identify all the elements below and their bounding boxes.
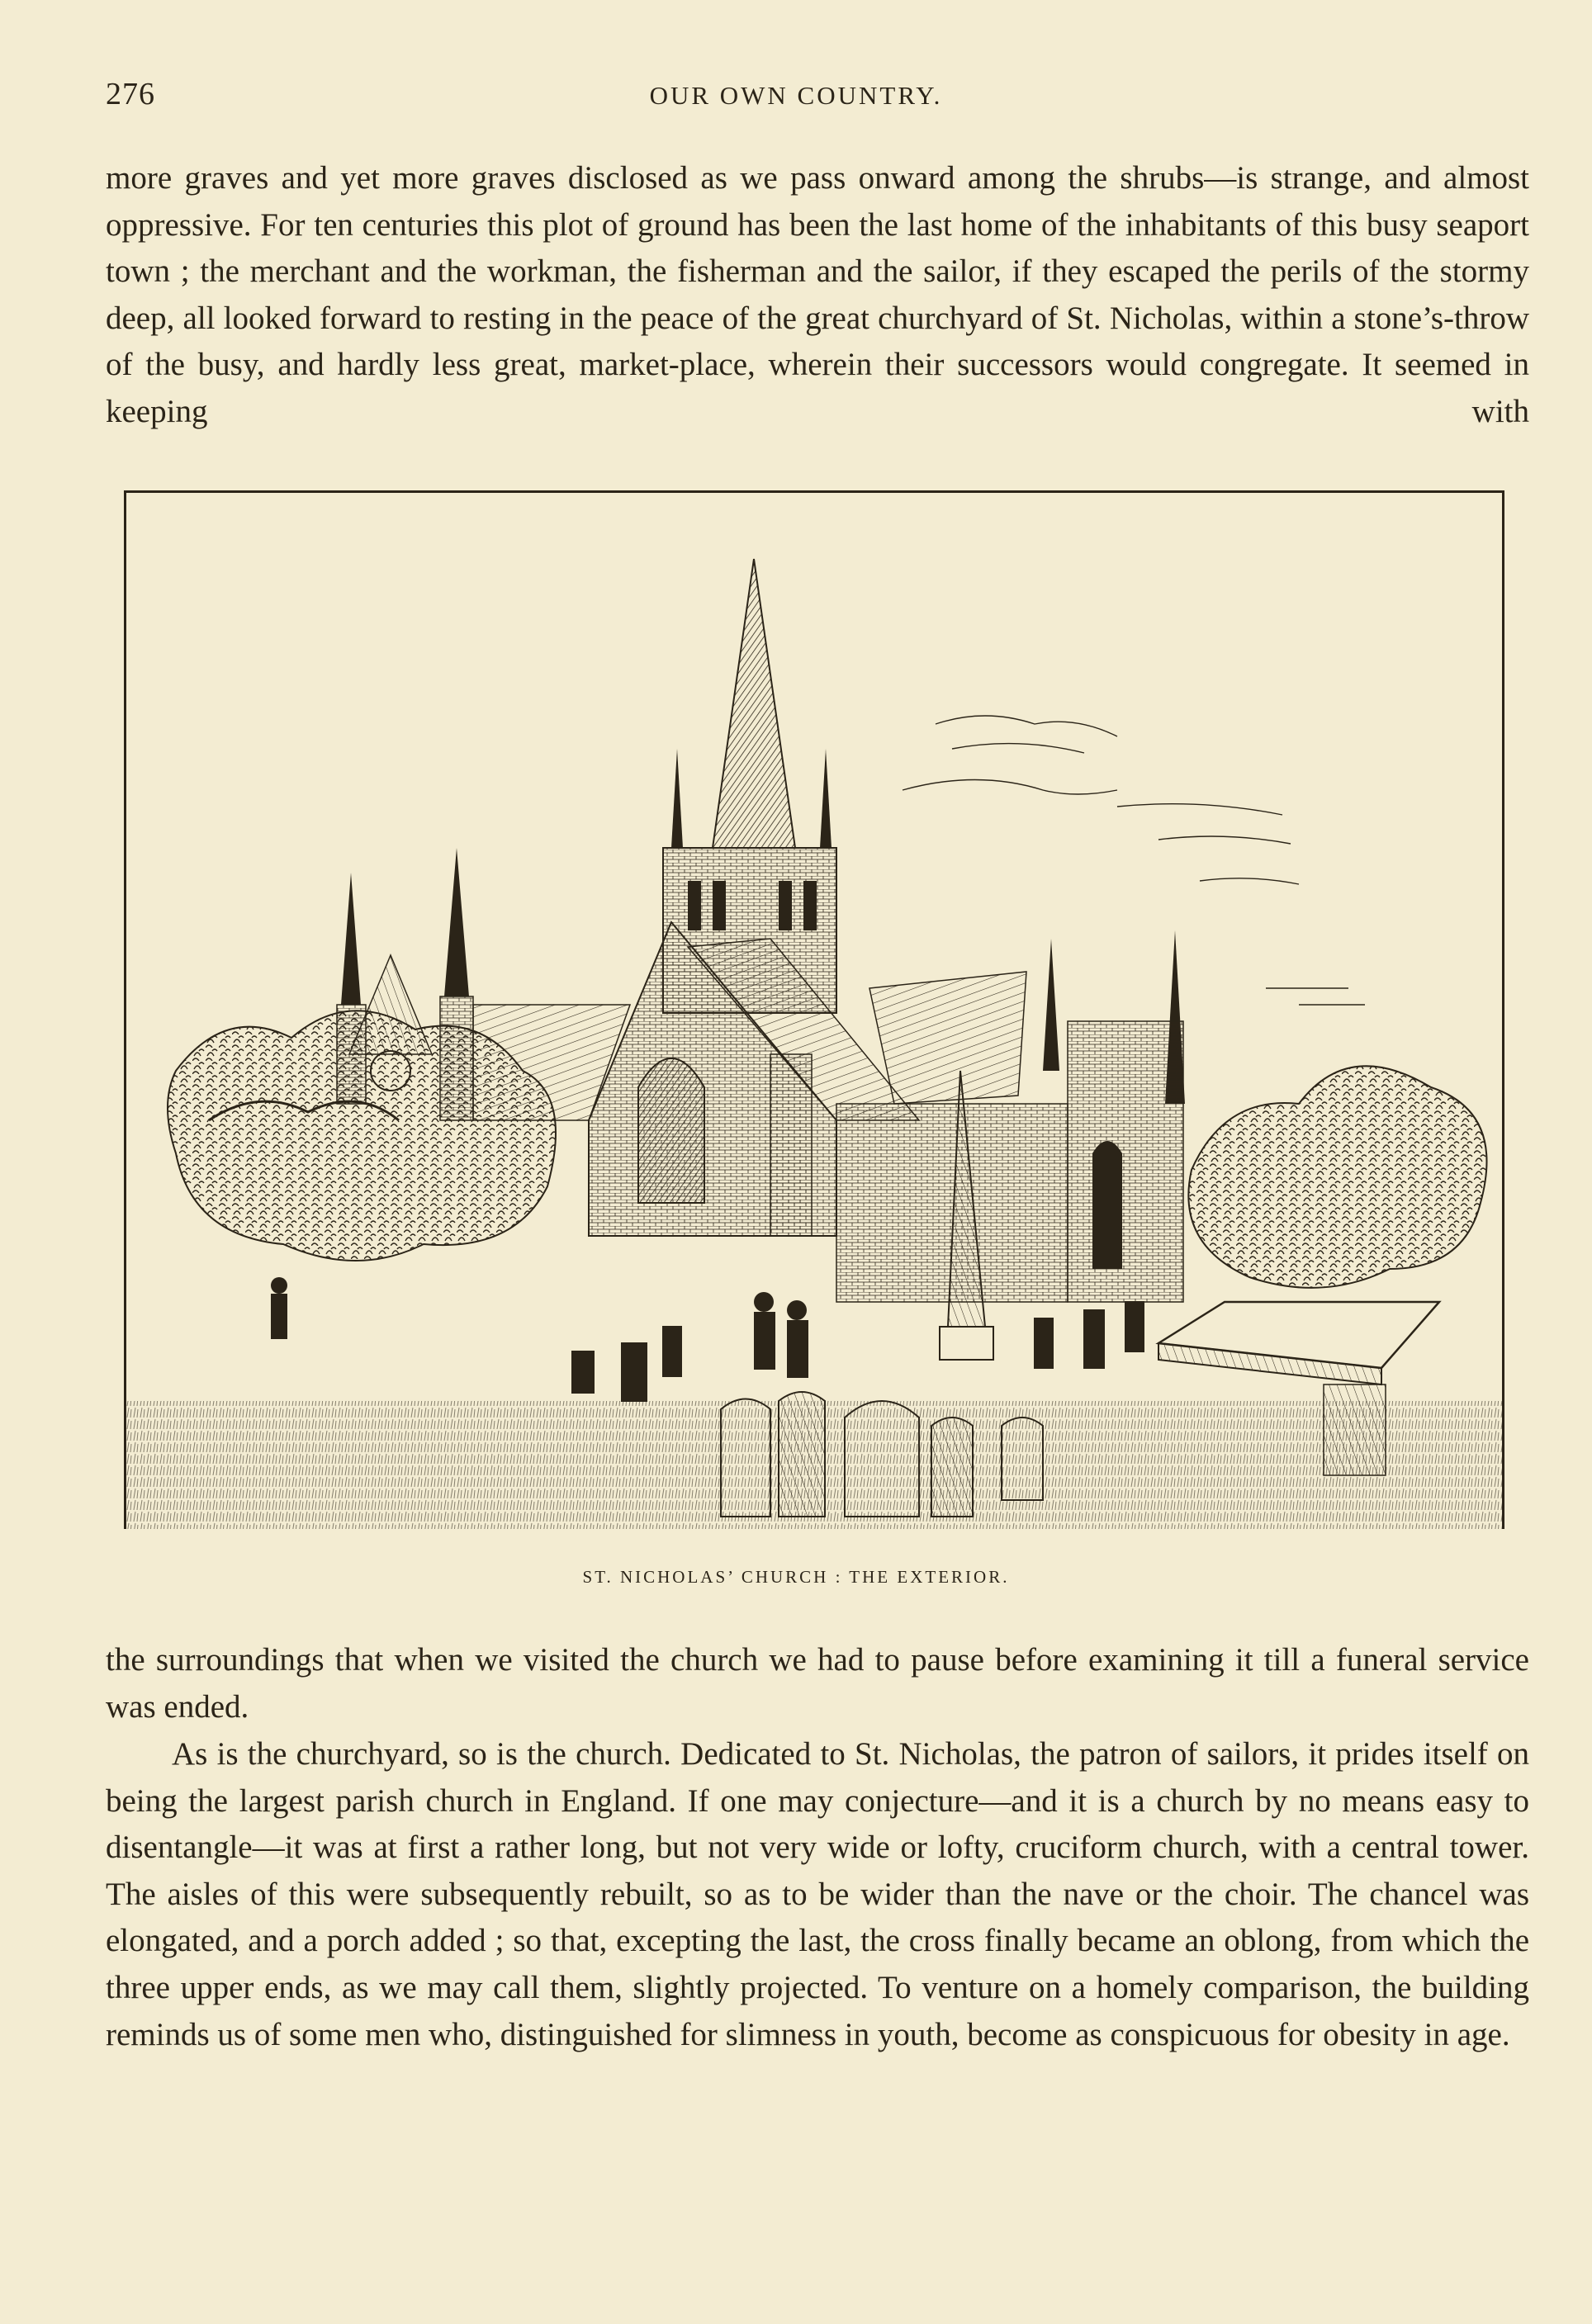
figures: [271, 1277, 808, 1378]
sky-clouds: [903, 716, 1365, 1005]
ground-grass: [126, 1401, 1502, 1529]
trees-left: [168, 1011, 556, 1261]
running-title: OUR OWN COUNTRY.: [649, 81, 943, 110]
trees-right: [1188, 1066, 1486, 1288]
figure-caption: ST. NICHOLAS’ CHURCH : THE EXTERIOR.: [582, 1567, 1010, 1587]
church-engraving: [126, 493, 1502, 1529]
body-paragraph-continued: the surroundings that when we visited the church we had to pause before examining it till a funeral service was ended.: [106, 1642, 1529, 1725]
church-illustration: [124, 490, 1504, 1529]
body-paragraph-main: As is the churchyard, so is the church. Dedicated to St. Nicholas, the patron of sailors, it prides itself on being the largest parish church in England. If one may conjecture—and it is a church by no means easy to disentangle—it was at first a rather long, but not very wide or lofty, cruciform church, with a central tower. The aisles of this were subsequently rebuilt, so as to be wider than the nave or the choir. The chancel was elongated, and a porch added ; so that, excepting the last, the cross finally became an oblong, from which the three upper ends, as we may call them, slightly projected. To venture on a homely comparison, the building reminds us of some men who, distinguished for slimness in youth, become as conspicuous for obesity in age.: [106, 1736, 1529, 2052]
body-paragraph-top: more graves and yet more graves disclosed as we pass onward among the shrubs—is strange, and almost oppressive. For ten centuries this plot of ground has been the last home of the inhabitants of this busy seaport town ; the merchant and the workman, the fisherman and the sailor, if they escaped the perils of the stormy deep, all looked forward to resting in the peace of the great churchyard of St. Nicholas, within a stone’s-throw of the busy, and hardly less great, market-place, wherein their successors would congregate. It seemed in keeping with: [106, 160, 1529, 429]
page-number: 276: [106, 77, 155, 111]
